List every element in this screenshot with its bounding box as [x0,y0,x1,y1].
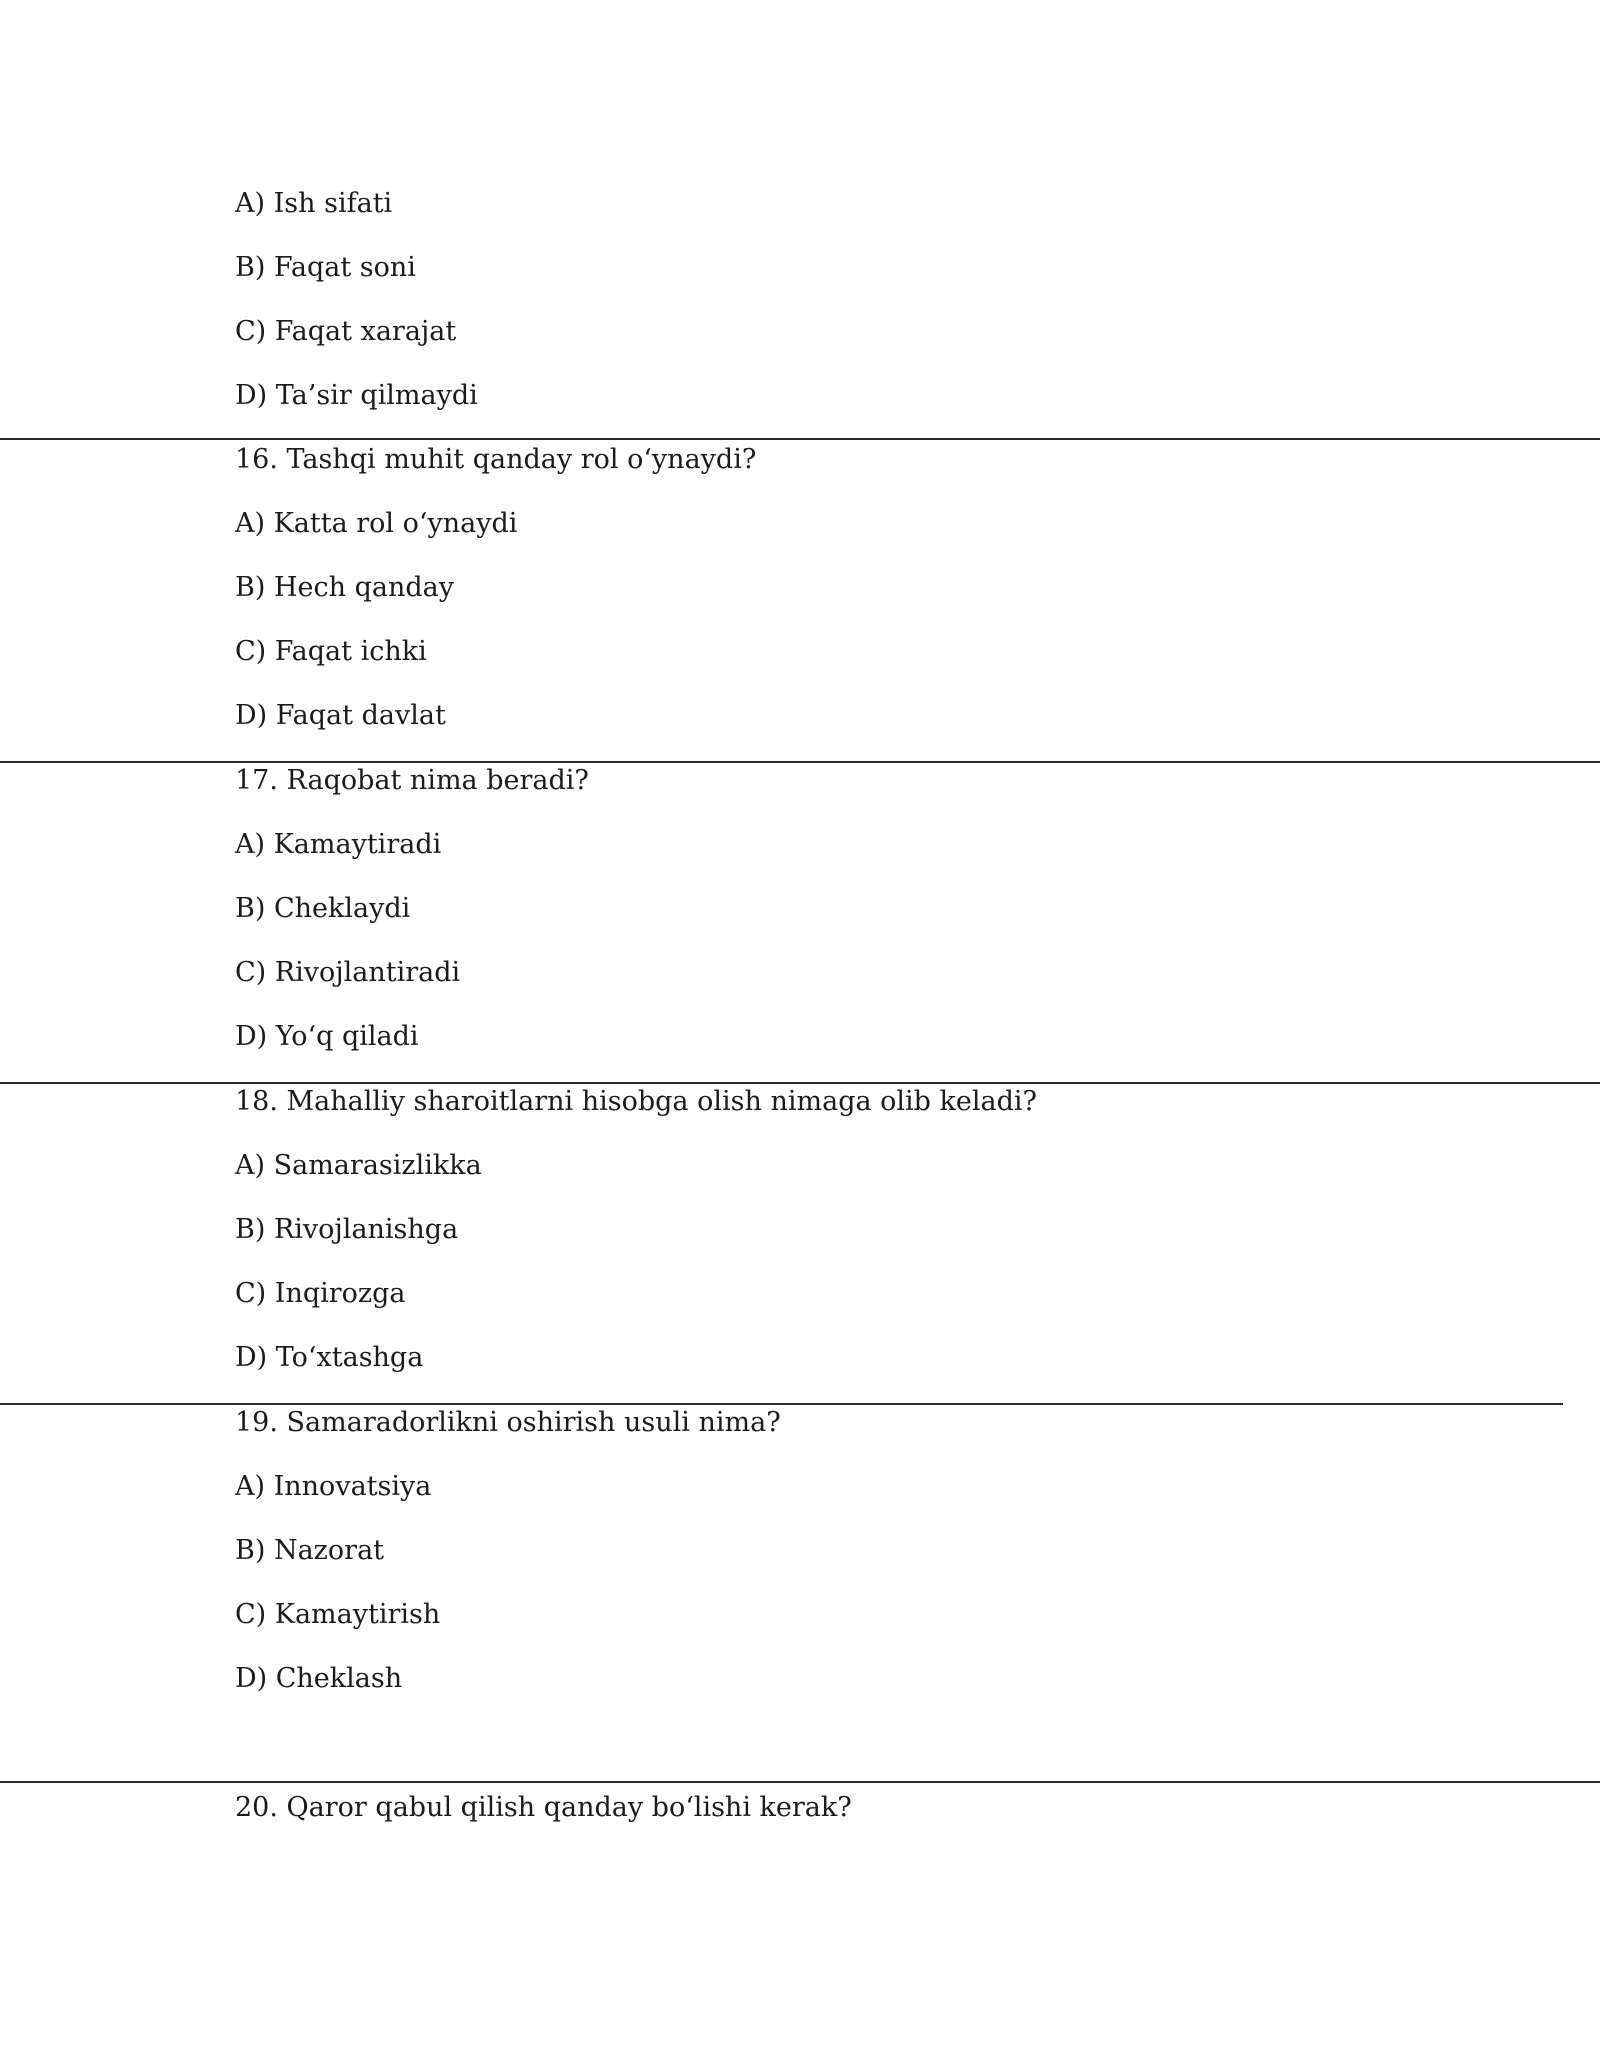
question-20: 20. Qaror qabul qilish qanday bo‘lishi kerak? [235,1792,852,1823]
option-c: C) Kamaytirish [235,1599,441,1630]
option-d: D) Yo‘q qiladi [235,1021,419,1052]
option-a: A) Kamaytiradi [235,829,442,860]
option-b: B) Cheklaydi [235,893,411,924]
option-a: A) Ish sifati [235,188,393,219]
divider [0,1082,1600,1084]
question-18: 18. Mahalliy sharoitlarni hisobga olish nimaga olib keladi? [235,1086,1038,1117]
option-b: B) Nazorat [235,1535,385,1566]
option-a: A) Samarasizlikka [235,1150,482,1181]
option-d: D) Ta’sir qilmaydi [235,380,478,411]
divider [0,761,1600,763]
option-d: D) Faqat davlat [235,700,446,731]
divider [0,1781,1600,1783]
question-19: 19. Samaradorlikni oshirish usuli nima? [235,1407,781,1438]
option-b: B) Hech qanday [235,572,454,603]
divider [0,1403,1563,1405]
option-c: C) Faqat xarajat [235,316,457,347]
question-17: 17. Raqobat nima beradi? [235,765,589,796]
question-16: 16. Tashqi muhit qanday rol o‘ynaydi? [235,444,757,475]
option-c: C) Rivojlantiradi [235,957,461,988]
option-c: C) Inqirozga [235,1278,406,1309]
divider [0,438,1600,440]
option-d: D) Cheklash [235,1663,403,1694]
option-a: A) Innovatsiya [235,1471,432,1502]
option-c: C) Faqat ichki [235,636,427,667]
option-d: D) To‘xtashga [235,1342,424,1373]
option-a: A) Katta rol o‘ynaydi [235,508,518,539]
option-b: B) Rivojlanishga [235,1214,459,1245]
option-b: B) Faqat soni [235,252,416,283]
